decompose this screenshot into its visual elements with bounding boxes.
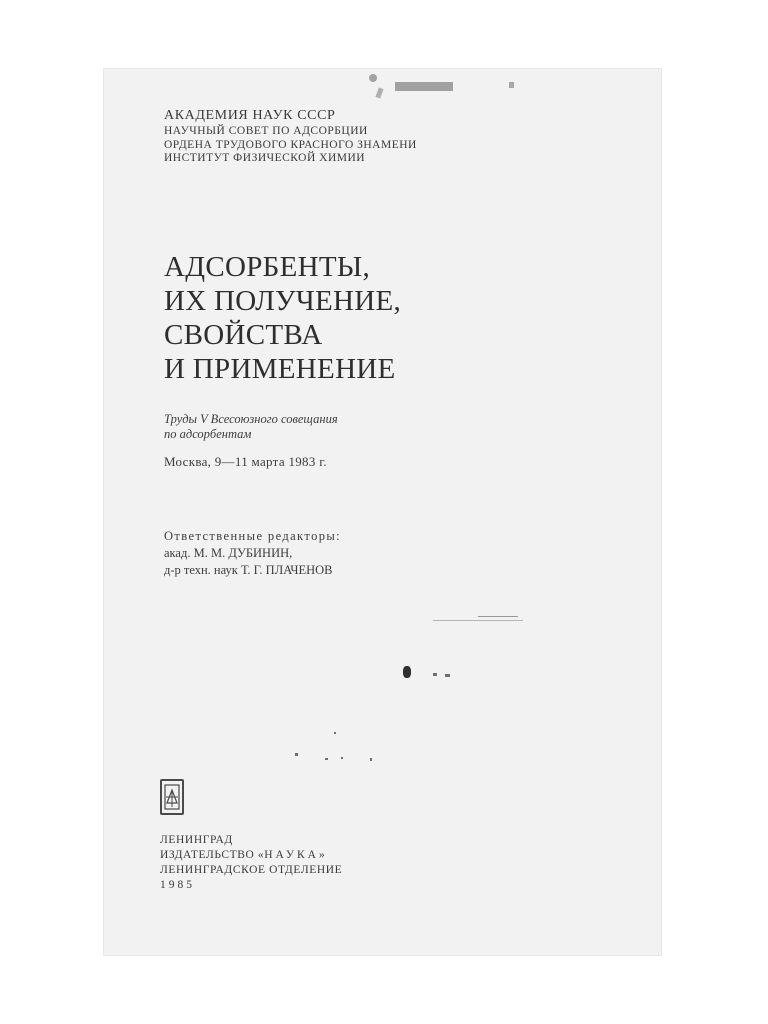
editor-2: д-р техн. наук Т. Г. ПЛАЧЕНОВ <box>164 563 333 577</box>
council-name: НАУЧНЫЙ СОВЕТ ПО АДСОРБЦИИ <box>164 125 368 137</box>
scan-speck <box>370 758 372 761</box>
nauka-publisher-logo-icon <box>160 779 184 815</box>
scan-speck <box>433 673 437 676</box>
scan-speck <box>334 732 336 734</box>
publisher-suffix: » <box>318 849 326 861</box>
scan-speck <box>325 758 328 760</box>
city: ЛЕНИНГРАД <box>160 834 233 846</box>
proceedings-line-1: Труды V Всесоюзного совещания <box>164 412 338 426</box>
scan-speck <box>295 753 298 756</box>
editors-block <box>164 528 341 579</box>
academy-name: АКАДЕМИЯ НАУК СССР <box>164 108 336 123</box>
title-page <box>103 68 662 956</box>
proceedings-subtitle <box>164 412 338 442</box>
scan-speck <box>433 620 523 621</box>
editors-heading: Ответственные редакторы: <box>164 529 342 543</box>
organization-block <box>164 107 417 166</box>
scan-speck <box>478 616 518 617</box>
title-line-1: АДСОРБЕНТЫ, <box>164 251 371 283</box>
title-line-4: И ПРИМЕНЕНИЕ <box>164 353 396 385</box>
publisher-house: НАУКА <box>264 849 319 861</box>
branch: ЛЕНИНГРАДСКОЕ ОТДЕЛЕНИЕ <box>160 864 343 876</box>
scan-speck <box>403 666 411 678</box>
year: 1985 <box>160 879 195 891</box>
publisher-name <box>160 848 342 863</box>
editor-1: акад. М. М. ДУБИНИН, <box>164 546 293 560</box>
title-line-3: СВОЙСТВА <box>164 319 323 351</box>
publisher-prefix: ИЗДАТЕЛЬСТВО « <box>160 849 265 861</box>
title-line-2: ИХ ПОЛУЧЕНИЕ, <box>164 285 402 317</box>
scan-speck <box>445 674 450 677</box>
book-title <box>164 250 401 386</box>
proceedings-line-2: по адсорбентам <box>164 427 252 441</box>
imprint-block <box>160 833 342 893</box>
scan-speck <box>341 757 343 759</box>
library-stamp-icon <box>365 72 525 104</box>
order-line: ОРДЕНА ТРУДОВОГО КРАСНОГО ЗНАМЕНИ <box>164 138 417 151</box>
place-date: Москва, 9—11 марта 1983 г. <box>164 454 327 469</box>
institute-name: ИНСТИТУТ ФИЗИЧЕСКОЙ ХИМИИ <box>164 152 366 164</box>
